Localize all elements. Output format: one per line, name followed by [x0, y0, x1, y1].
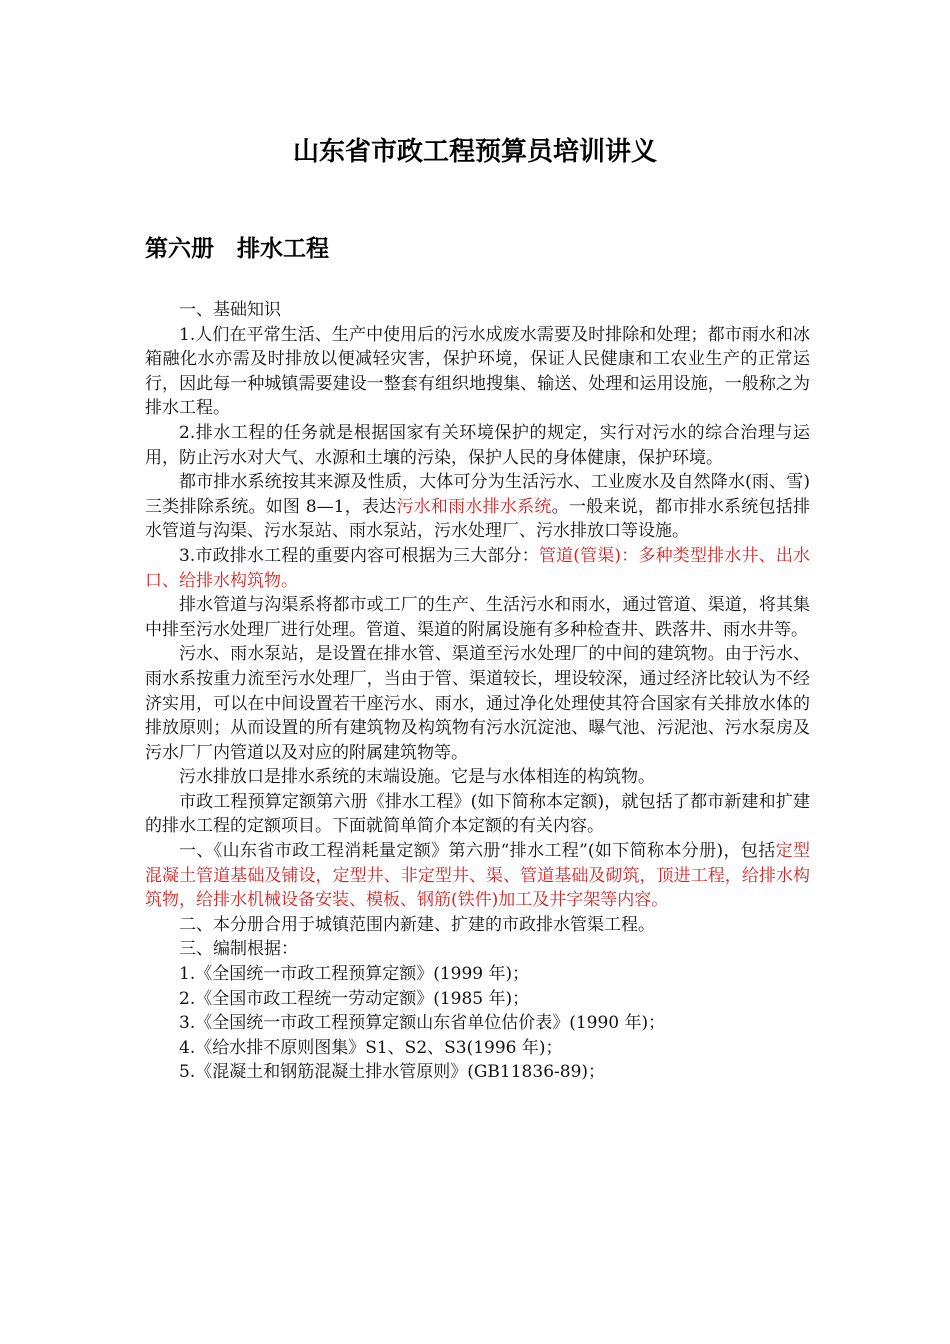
- paragraph: [145, 839, 810, 913]
- text-segment: 2.《全国市政工程统一劳动定额》(1985 年)；: [179, 988, 530, 1009]
- paragraph: [145, 593, 810, 642]
- text-segment: 三、编制根据：: [179, 939, 298, 960]
- paragraph: [145, 544, 810, 593]
- paragraph: [145, 987, 810, 1012]
- text-segment: 3.市政排水工程的重要内容可根据为三大部分：: [179, 545, 539, 566]
- highlighted-text: 管道(管渠)：多种类型排水井、出水口、给排水构筑物。: [145, 545, 810, 591]
- page-title: 山东省市政工程预算员培训讲义: [292, 137, 657, 167]
- text-segment: 一、《山东省市政工程消耗量定额》第六册“排水工程”(如下简称本分册)，包括: [179, 841, 776, 862]
- paragraph: [145, 913, 810, 938]
- text-segment: 二、本分册合用于城镇范围内新建、扩建的市政排水管渠工程。: [179, 914, 655, 935]
- paragraph: [145, 765, 810, 790]
- paragraph: [145, 1011, 810, 1036]
- text-segment: 一、基础知识: [179, 300, 281, 320]
- paragraph: [145, 323, 810, 421]
- paragraph: [145, 642, 810, 765]
- paragraph: [145, 1036, 810, 1061]
- text-segment: 1.人们在平常生活、生产中使用后的污水成废水需要及时排除和处理；都市雨水和冰箱融化水亦需及时排放以便减轻灾害，保护环境，保证人民健康和工农业生产的正常运行，因此每一种城镇需要建设一整套有组织地搜集、输送、处理和运用设施，一般称之为排水工程。: [145, 324, 810, 419]
- chapter-heading: 第六册 排水工程: [145, 236, 329, 262]
- paragraph: [145, 470, 810, 544]
- text-segment: 2.排水工程的任务就是根据国家有关环境保护的规定，实行对污水的综合治理与运用，防止污水对大气、水源和土壤的污染，保护人民的身体健康，保护环境。: [145, 422, 810, 468]
- paragraph: [145, 790, 810, 839]
- paragraph: [145, 421, 810, 470]
- text-segment: 排水管道与沟渠系将都市或工厂的生产、生活污水和雨水，通过管道、渠道，将其集中排至污水处理厂进行处理。管道、渠道的附属设施有多种检查井、跌落井、雨水井等。: [145, 595, 810, 640]
- text-segment: 。一般来说，都市排水系统包括排水管道与沟渠、污水泵站、雨水泵站，污水处理厂、污水排放口等设施。: [145, 496, 811, 542]
- document-body: [145, 298, 810, 1085]
- paragraph: [145, 937, 810, 962]
- highlighted-text: 污水和雨水排水系统: [396, 496, 552, 517]
- paragraph: [145, 962, 810, 987]
- text-segment: 4.《给水排不原则图集》S1、S2、S3(1996 年)；: [179, 1037, 563, 1058]
- text-segment: 3.《全国统一市政工程预算定额山东省单位估价表》(1990 年)；: [179, 1013, 666, 1034]
- text-segment: 污水、雨水泵站，是设置在排水管、渠道至污水处理厂的中间的建筑物。由于污水、雨水系按重力流至污水处理厂，当由于管、渠道较长，埋设较深，通过经济比较认为不经济实用，可以在中间设置若干座污水、雨水，通过净化处理使其符合国家有关排放水体的排放原则；从而设置的所有建筑物及构筑物有污水沉淀池、曝气池、污泥池、污水泵房及污水厂厂内管道以及对应的附属建筑物等。: [145, 644, 810, 763]
- paragraph: [145, 1060, 810, 1085]
- paragraph: [145, 298, 810, 323]
- text-segment: 5.《混凝土和钢筋混凝土排水管原则》(GB11836-89)；: [179, 1062, 606, 1083]
- highlighted-text: 定型混凝土管道基础及铺设，定型井、非定型井、渠、管道基础及砌筑，顶进工程，给排水构筑物，给排水机械设备安装、模板、钢筋(铁件)加工及井字架等内容。: [145, 841, 810, 911]
- text-segment: 污水排放口是排水系统的末端设施。它是与水体相连的构筑物。: [179, 767, 655, 788]
- text-segment: 1.《全国统一市政工程预算定额》(1999 年)；: [179, 964, 530, 985]
- text-segment: 都市排水系统按其来源及性质，大体可分为生活污水、工业废水及自然降水(雨、雪)三类排除系统。如图 8—1，表达: [145, 472, 810, 517]
- text-segment: 市政工程预算定额第六册《排水工程》(如下简称本定额)，就包括了都市新建和扩建的排水工程的定额项目。下面就简单简介本定额的有关内容。: [145, 791, 810, 837]
